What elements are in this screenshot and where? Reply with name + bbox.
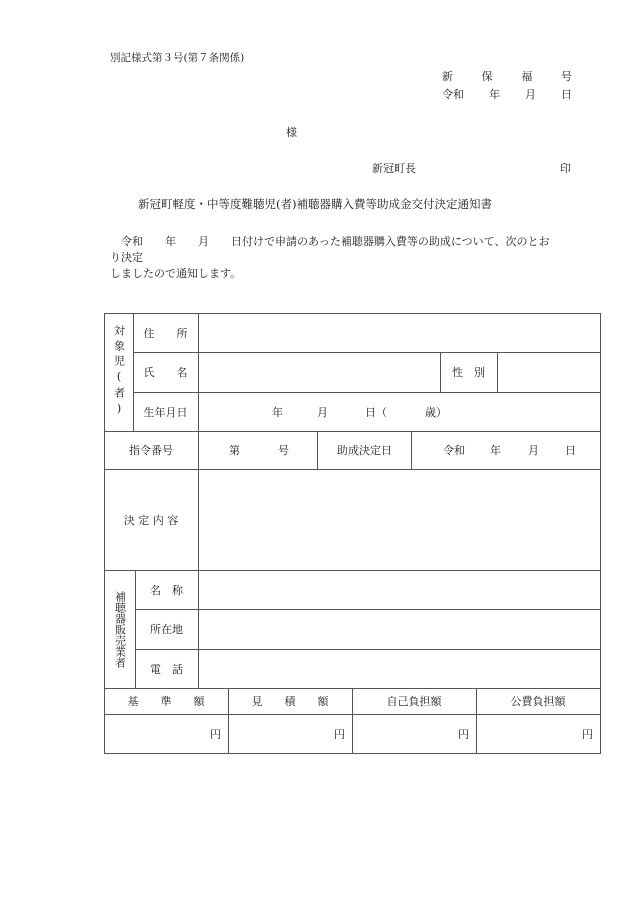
command-number-suffix: 号 xyxy=(278,444,289,457)
self-pay-amount-header: 自己負担額 xyxy=(386,695,442,708)
public-pay-amount-field[interactable] xyxy=(476,714,600,753)
dealer-phone-label: 電 話 xyxy=(150,662,183,676)
date-part: 日 xyxy=(561,88,572,101)
command-number-label: 指令番号 xyxy=(129,444,173,457)
decision-year-unit: 年 xyxy=(490,444,501,457)
estimate-amount-field[interactable] xyxy=(228,714,352,753)
yen-unit: 円 xyxy=(210,727,221,741)
date-part: 年 xyxy=(489,88,500,101)
yen-unit: 円 xyxy=(582,727,593,741)
form-reference: 別記様式第３号(第７条関係) xyxy=(110,52,245,64)
docnum-part: 保 xyxy=(481,70,493,83)
body-text xyxy=(110,234,590,282)
grid-line xyxy=(600,313,601,754)
dealer-location-label: 所在地 xyxy=(150,623,183,636)
decision-content-label: 決 定 内 容 xyxy=(123,513,179,527)
dealer-name-field[interactable] xyxy=(199,570,600,609)
dealer-name-label: 名 称 xyxy=(150,583,183,597)
yen-unit: 円 xyxy=(334,727,345,741)
birth-day-unit: 日（ xyxy=(365,405,387,419)
birth-month-unit: 月 xyxy=(317,405,328,419)
estimate-amount-header: 見 積 額 xyxy=(251,695,329,708)
decision-content-field[interactable] xyxy=(199,469,600,570)
name-field[interactable] xyxy=(199,352,440,392)
seal-mark: 印 xyxy=(560,162,571,175)
body-line: 令和 年 月 日付けで申請のあった補聴器購入費等の助成について、次のとお xyxy=(110,235,550,248)
public-pay-amount-header: 公費負担額 xyxy=(510,695,566,708)
document-title: 新冠町軽度・中等度難聴児(者)補聴器購入費等助成金交付決定通知書 xyxy=(138,197,492,211)
decision-day-unit: 日 xyxy=(565,444,576,457)
subject-label: 対象児(者) xyxy=(112,325,126,419)
decision-month-unit: 月 xyxy=(528,444,539,457)
issuer: 新冠町長 xyxy=(372,162,416,175)
docnum-part: 福 xyxy=(521,70,533,83)
body-line: り決定 xyxy=(110,251,143,264)
date-part: 月 xyxy=(525,88,536,101)
decision-date-label: 助成決定日 xyxy=(337,444,392,457)
birthdate-label: 生年月日 xyxy=(143,405,188,419)
docnum-part: 新 xyxy=(442,70,453,83)
yen-unit: 円 xyxy=(458,727,469,741)
date-part: 令和 xyxy=(442,88,464,101)
body-line: しましたので通知します。 xyxy=(110,267,242,280)
decision-date-field[interactable] xyxy=(412,431,600,469)
form-table xyxy=(104,313,601,754)
age-unit: 歳） xyxy=(425,405,447,419)
name-label: 氏 名 xyxy=(143,366,188,379)
document-number xyxy=(442,68,572,84)
docnum-part: 号 xyxy=(560,70,572,83)
self-pay-amount-field[interactable] xyxy=(352,714,476,753)
gender-field[interactable] xyxy=(498,352,600,392)
gender-label: 性 別 xyxy=(452,366,485,379)
command-number-field[interactable] xyxy=(199,431,317,469)
dealer-location-field[interactable] xyxy=(199,609,600,649)
address-field[interactable] xyxy=(199,313,600,352)
dealer-phone-field[interactable] xyxy=(199,649,600,688)
dealer-label: 補聴器販売業者 xyxy=(113,590,127,668)
standard-amount-field[interactable] xyxy=(104,714,228,753)
decision-era: 令和 xyxy=(443,444,465,457)
document-date xyxy=(442,86,572,102)
command-number-prefix: 第 xyxy=(229,444,240,457)
addressee: 様 xyxy=(286,126,297,139)
standard-amount-header: 基 準 額 xyxy=(127,695,205,708)
address-label: 住 所 xyxy=(143,326,188,340)
birth-year-unit: 年 xyxy=(272,405,283,419)
birthdate-field[interactable] xyxy=(199,392,600,431)
